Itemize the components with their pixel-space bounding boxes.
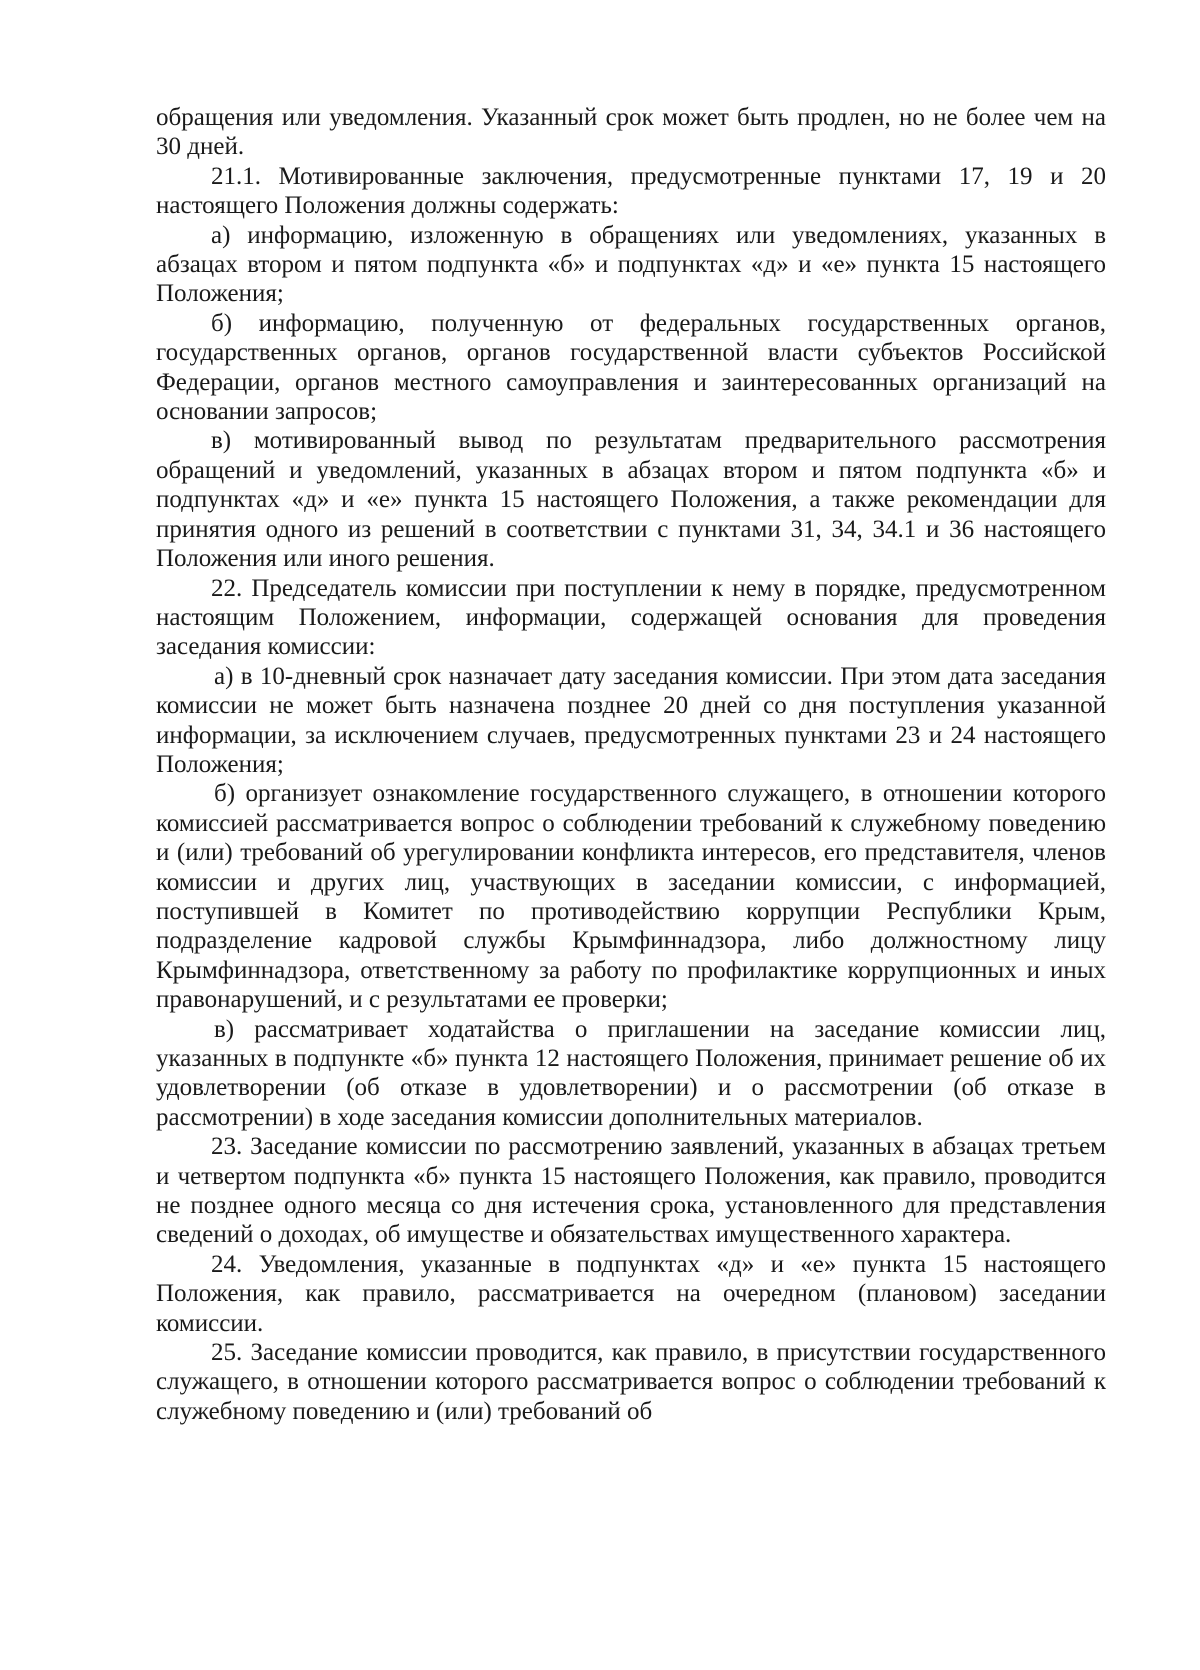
paragraph-22-b: б) организует ознакомление государственного служащего, в отношении которого комиссией рассматривается вопрос о соблюдении требований к служебному поведению и (или) требований об урегулировании конфликта интересов, его представителя, членов комиссии и других лиц, участвующих в заседании комиссии, с информацией, поступившей в Комитет по противодействию коррупции Республики Крым, подразделение кадровой службы Крымфиннадзора, либо должностному лицу Крымфиннадзора, ответственному за работу по профилактике коррупционных и иных правонарушений, и с результатами ее проверки; <box>156 780 1106 1014</box>
document-body <box>156 103 1106 1426</box>
paragraph-21-1-b: б) информацию, полученную от федеральных государственных органов, государственных органов, органов государственной власти субъектов Российской Федерации, органов местного самоуправления и заинтересованных организаций на основании запросов; <box>156 309 1106 426</box>
paragraph-21-1-v: в) мотивированный вывод по результатам предварительного рассмотрения обращений и уведомлений, указанных в абзацах втором и пятом подпункта «б» и подпунктах «д» и «е» пункта 15 настоящего Положения, а также рекомендации для принятия одного из решений в соответствии с пунктами 31, 34, 34.1 и 36 настоящего Положения или иного решения. <box>156 427 1106 573</box>
paragraph-22: 22. Председатель комиссии при поступлении к нему в порядке, предусмотренном настоящим Положением, информации, содержащей основания для проведения заседания комиссии: <box>156 574 1106 661</box>
paragraph-continuation: обращения или уведомления. Указанный срок может быть продлен, но не более чем на 30 дней. <box>156 104 1106 161</box>
paragraph-25: 25. Заседание комиссии проводится, как правило, в присутствии государственного служащего, в отношении которого рассматривается вопрос о соблюдении требований к служебному поведению и (или) требований об <box>156 1339 1106 1425</box>
paragraph-22-a: а) в 10-дневный срок назначает дату заседания комиссии. При этом дата заседания комиссии не может быть назначена позднее 20 дней со дня поступления указанной информации, за исключением случаев, предусмотренных пунктами 23 и 24 настоящего Положения; <box>156 662 1106 778</box>
paragraph-21-1: 21.1. Мотивированные заключения, предусмотренные пунктами 17, 19 и 20 настоящего Положения должны содержать: <box>156 162 1106 220</box>
paragraph-23: 23. Заседание комиссии по рассмотрению заявлений, указанных в абзацах третьем и четвертом подпункта «б» пункта 15 настоящего Положения, как правило, проводится не позднее одного месяца со дня истечения срока, установленного для представления сведений о доходах, об имуществе и обязательствах имущественного характера. <box>156 1133 1106 1249</box>
paragraph-24: 24. Уведомления, указанные в подпунктах «д» и «е» пункта 15 настоящего Положения, как правило, рассматривается на очередном (плановом) заседании комиссии. <box>156 1250 1106 1337</box>
paragraph-22-v: в) рассматривает ходатайства о приглашении на заседание комиссии лиц, указанных в подпункте «б» пункта 12 настоящего Положения, принимает решение об их удовлетворении (об отказе в удовлетворении) и о рассмотрении (об отказе в рассмотрении) в ходе заседания комиссии дополнительных материалов. <box>156 1015 1106 1131</box>
paragraph-21-1-a: а) информацию, изложенную в обращениях или уведомлениях, указанных в абзацах втором и пятом подпункта «б» и подпунктах «д» и «е» пункта 15 настоящего Положения; <box>156 221 1106 308</box>
